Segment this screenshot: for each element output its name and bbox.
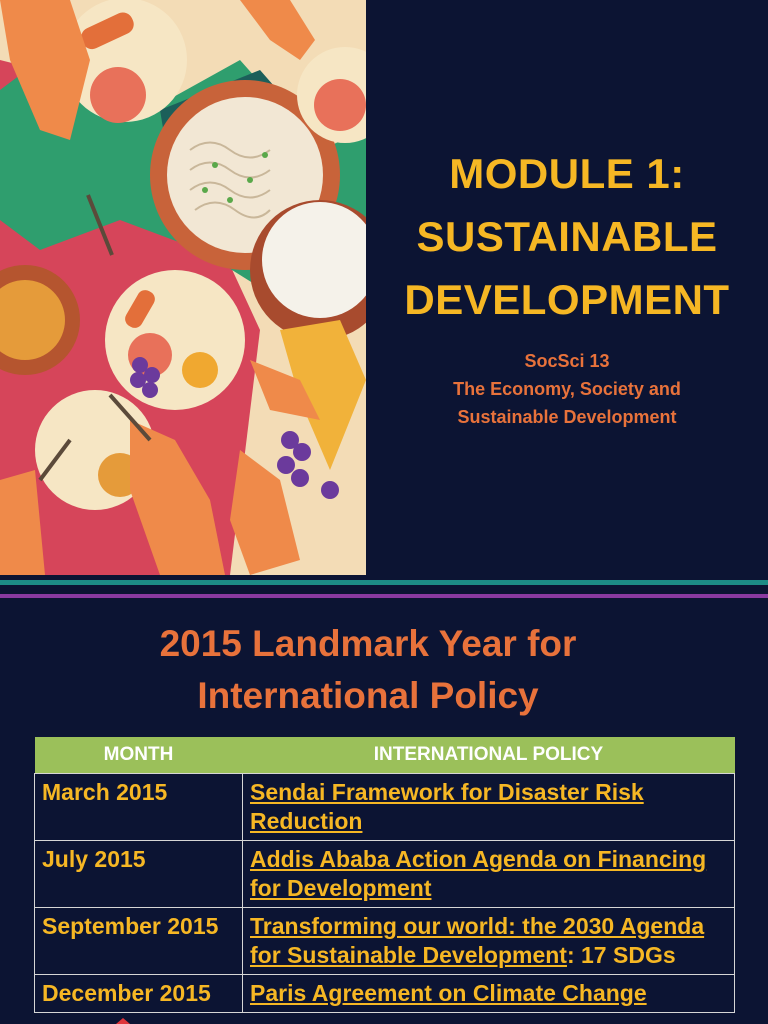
policy-link[interactable]: Transforming our world: the 2030 Agenda for Sustainable Development — [250, 913, 705, 968]
module-title-line: SUSTAINABLE — [416, 213, 718, 260]
table-row — [35, 908, 735, 975]
slide-title — [0, 618, 736, 722]
month-cell: March 2015 — [35, 774, 243, 841]
table-row — [35, 975, 735, 1013]
slide-title-line: International Policy — [197, 675, 539, 716]
policy-cell — [243, 908, 735, 975]
course-name-line: Sustainable Development — [457, 407, 677, 427]
table-header-row — [35, 737, 735, 774]
table-row — [35, 774, 735, 841]
policy-link[interactable]: Paris Agreement on Climate Change — [250, 980, 647, 1006]
course-code: SocSci 13 — [524, 351, 610, 371]
month-cell: July 2015 — [35, 841, 243, 908]
month-cell: December 2015 — [35, 975, 243, 1013]
policy-table — [34, 737, 735, 1013]
triangle-mark-icon — [116, 1018, 130, 1024]
module-title — [366, 142, 768, 331]
food-sharing-illustration — [0, 0, 366, 575]
course-name-line: The Economy, Society and — [453, 379, 681, 399]
header-international-policy: INTERNATIONAL POLICY — [243, 737, 735, 774]
module-title-line: MODULE 1: — [449, 150, 685, 197]
month-cell: September 2015 — [35, 908, 243, 975]
teal-divider — [0, 580, 768, 585]
course-info — [366, 347, 768, 431]
header-month: MONTH — [35, 737, 243, 774]
policy-cell — [243, 774, 735, 841]
policy-suffix: : 17 SDGs — [566, 942, 676, 968]
table-row — [35, 841, 735, 908]
slide-title-line: 2015 Landmark Year for — [159, 623, 577, 664]
module-title-line: DEVELOPMENT — [404, 276, 730, 323]
policy-cell — [243, 841, 735, 908]
purple-divider — [0, 594, 768, 598]
policy-link[interactable]: Addis Ababa Action Agenda on Financing for Development — [250, 846, 707, 901]
policy-link[interactable]: Sendai Framework for Disaster Risk Reduction — [250, 779, 644, 834]
policy-cell — [243, 975, 735, 1013]
